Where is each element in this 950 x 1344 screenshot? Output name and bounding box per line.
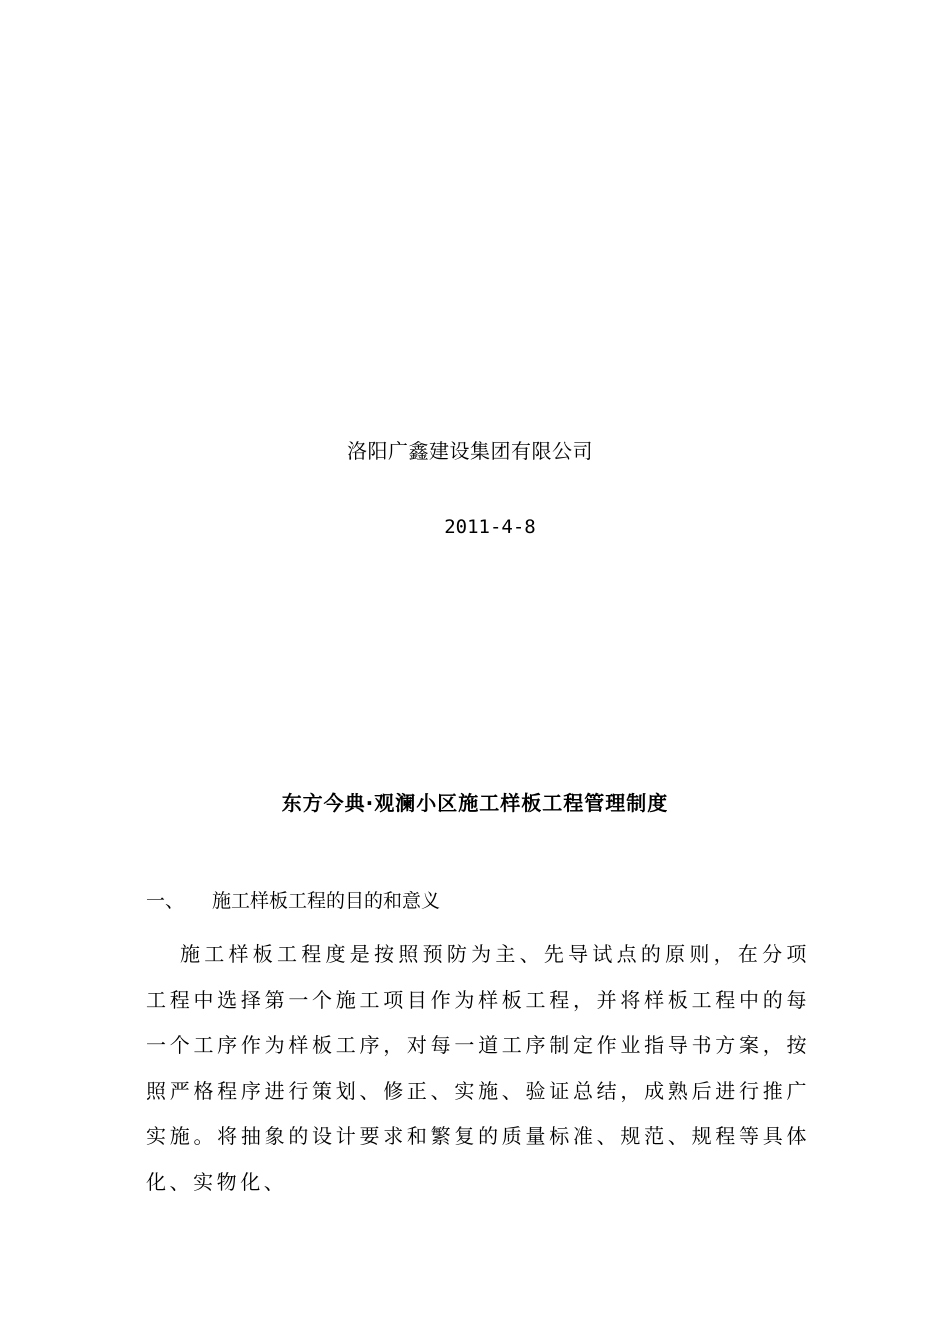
section-heading [146, 885, 440, 917]
section-heading-text: 施工样板工程的目的和意义 [212, 890, 441, 912]
section-number: 一、 [146, 890, 185, 912]
body-paragraph: 施工样板工程度是按照预防为主、先导试点的原则，在分项工程中选择第一个施工项目作为样板工程，并将样板工程中的每一个工序作为样板工序，对每一道工序制定作业指导书方案，按照严格程序进行策划、修正、实施、验证总结，成熟后进行推广实施。将抽象的设计要求和繁复的质量标准、规范、规程等具体化、实物化、 [146, 942, 810, 1194]
company-name: 洛阳广鑫建设集团有限公司 [347, 439, 593, 463]
document-title: 东方今典·观澜小区施工样板工程管理制度 [281, 791, 669, 815]
document-date: 2011-4-8 [444, 516, 536, 538]
